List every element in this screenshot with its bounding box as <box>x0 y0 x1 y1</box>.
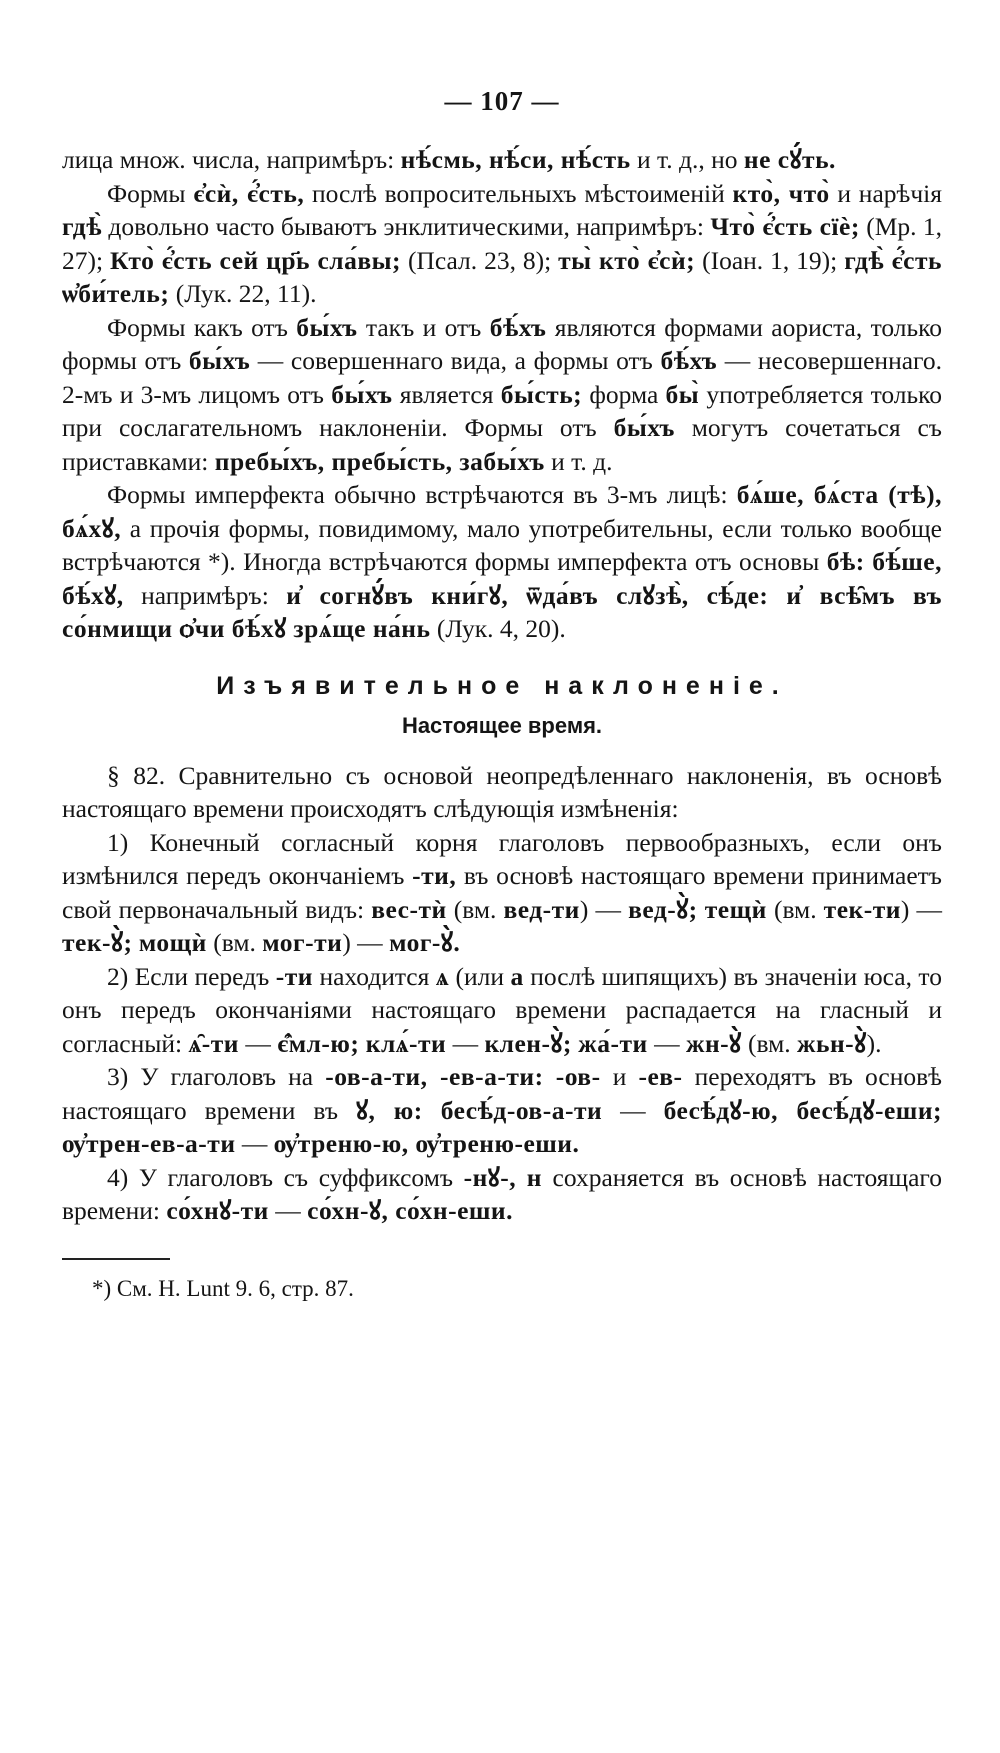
church-slavonic-example: -ти <box>275 961 313 991</box>
church-slavonic-example: вед-ꙋ̀; <box>628 894 698 924</box>
church-slavonic-example: бы́хъ <box>296 312 358 342</box>
paragraph <box>62 177 942 311</box>
paragraph <box>62 1161 942 1228</box>
paragraph-text: являются формами аориста, только формы отъ <box>62 312 942 375</box>
paragraph-text: довольно часто бываютъ энклитическими, напримѣръ: <box>102 212 711 241</box>
church-slavonic-example: тек-ꙋ̀; <box>62 928 133 957</box>
paragraph-text: переходятъ въ основѣ настоящаго времени въ <box>62 1062 942 1125</box>
paragraph-text: Формы <box>107 178 194 208</box>
paragraph-text: послѣ шипящихъ) въ значеніи юса, то онъ передъ окончаніями настоящаго времени распадается на гласный и согласный: <box>62 961 942 1058</box>
paragraph-text: 3) У глаголовъ на <box>107 1062 326 1091</box>
paragraph-text: (вм. <box>446 894 504 924</box>
paragraph-text: форма <box>582 379 666 409</box>
paragraph-text: — несовершеннаго. 2-мъ и 3-мъ лицомъ отъ <box>62 346 942 409</box>
church-slavonic-example: со́хнꙋ-ти <box>166 1196 269 1225</box>
paragraph-text: 2) Если передъ <box>107 961 276 991</box>
paragraph-text: — <box>238 1028 278 1058</box>
paragraph-text: находится <box>313 961 436 991</box>
paragraph <box>62 826 942 960</box>
church-slavonic-example: н <box>526 1162 542 1192</box>
paragraph-text: (вм. <box>206 928 263 957</box>
paragraph-text: ) — <box>900 894 943 924</box>
paragraph-text: лица множ. числа, напримѣръ: <box>62 145 401 174</box>
church-slavonic-example: гдѣ̀ є҆́сть ѡ҆би́тель; <box>62 245 943 308</box>
church-slavonic-example: кто̀, что̀ <box>732 178 830 208</box>
church-slavonic-example: бы́сть; <box>500 379 583 409</box>
church-slavonic-example: бесѣ́дꙋ-ю, бесѣ́дꙋ-еши; <box>663 1095 943 1125</box>
paragraph-text: (вм. <box>741 1028 797 1058</box>
church-slavonic-example: вес-тѝ <box>371 894 447 924</box>
church-slavonic-example: -ти, <box>412 861 457 890</box>
church-slavonic-example: бѣ́ше, бѣ́хꙋ, <box>62 547 942 610</box>
paragraph-text: (Лук. 4, 20). <box>430 614 566 643</box>
church-slavonic-example: бесѣ́д-ов-а-ти <box>440 1095 603 1125</box>
paragraph-text: сохраняется въ основѣ настоящаго времени: <box>62 1162 943 1225</box>
church-slavonic-example: Кто̀ є҆́сть сей цр҃ь сла́вы; <box>110 245 401 275</box>
church-slavonic-example: жа́-ти <box>578 1028 648 1058</box>
paragraph-text: и т. д., но <box>630 145 744 174</box>
paragraph-text: ). <box>866 1028 882 1058</box>
church-slavonic-example: є҆сѝ, є҆́сть, <box>193 178 305 208</box>
church-slavonic-example: Что̀ є҆́сть сїѐ; <box>710 212 860 241</box>
church-slavonic-example: мощѝ <box>138 928 207 957</box>
paragraph-text: (или <box>449 961 511 991</box>
church-slavonic-example: и҆ согнꙋ́въ кни́гꙋ, ѿда́въ слꙋзѣ̀, сѣ́де: и҆ всѣ̑мъ въ со́нмищи ѻ҆чи бѣ́хꙋ зрѧ́ще на́нь <box>62 580 942 643</box>
church-slavonic-example: є҆̑мл-ю; <box>277 1028 360 1058</box>
paragraph-text: — <box>602 1095 664 1125</box>
paragraph-text: послѣ вопросительныхъ мѣстоименій <box>304 178 733 208</box>
church-slavonic-example: не сꙋ́ть. <box>743 145 836 174</box>
paragraph-text: Формы имперфекта обычно встрѣчаются въ 3-мъ лицѣ: <box>107 480 737 509</box>
paragraph <box>62 759 942 826</box>
church-slavonic-example: ѧ̑-ти <box>188 1028 239 1058</box>
church-slavonic-example: бѣ: <box>826 547 865 576</box>
church-slavonic-example: бѣ́хъ <box>489 312 547 342</box>
paragraph-text: напримѣръ: <box>123 580 287 610</box>
church-slavonic-example: тек-ти <box>823 894 901 924</box>
text-block-verbs-be <box>62 143 942 646</box>
church-slavonic-example: ѹ҆трен-ев-а-ти <box>62 1129 236 1158</box>
paragraph-text: § 82. Сравнительно съ основой неопредѣленнаго наклоненія, въ основѣ настоящаго времени происходятъ слѣдующія измѣненія: <box>62 760 942 823</box>
paragraph-text <box>516 1163 527 1192</box>
paragraph-text: а прочія формы, повидимому, мало употребительны, если только вообще встрѣчаются *). Иногда встрѣчаются формы имперфекта отъ основы <box>62 513 942 576</box>
church-slavonic-example: -ов- <box>555 1062 601 1091</box>
church-slavonic-example: ѧ <box>435 961 450 991</box>
paragraph-text: и <box>600 1062 639 1091</box>
paragraph-text: и нарѣчія <box>829 178 942 208</box>
church-slavonic-example: ты̀ кто̀ є҆сѝ; <box>558 245 696 275</box>
paragraph-text: Формы какъ отъ <box>107 312 297 342</box>
paragraph-text: 1) Конечный согласный корня глаголовъ первообразныхъ, если онъ измѣнился передъ окончаніемъ <box>62 827 942 890</box>
paragraph-text: ) — <box>579 894 629 924</box>
paragraph <box>62 960 942 1061</box>
church-slavonic-example: пребы́хъ, пребы́сть, забы́хъ <box>214 446 545 476</box>
church-slavonic-example: со́хн-ꙋ, со́хн-еши. <box>307 1196 513 1225</box>
church-slavonic-example: бѧ́ше, бѧ́ста (тѣ), бѧ́хꙋ, <box>62 480 942 543</box>
book-page <box>62 86 942 1304</box>
church-slavonic-example: бѣ́хъ <box>660 346 718 375</box>
church-slavonic-example: бы́хъ <box>188 346 251 375</box>
paragraph-text: — <box>235 1129 274 1158</box>
church-slavonic-example: а <box>510 961 524 991</box>
paragraph-text: 4) У глаголовъ съ суффиксомъ <box>107 1162 464 1192</box>
church-slavonic-example: жьн-ꙋ̀ <box>797 1028 867 1058</box>
paragraph-text: является <box>392 379 501 409</box>
paragraph-text: въ основѣ настоящаго времени принимаетъ свой первоначальный видъ: <box>62 861 942 924</box>
paragraph-text: (вм. <box>766 894 824 924</box>
paragraph-text: — <box>647 1028 686 1058</box>
church-slavonic-example: бы́хъ <box>613 413 675 442</box>
church-slavonic-example: жн-ꙋ̀ <box>686 1028 742 1058</box>
church-slavonic-example: вед-ти <box>503 894 580 924</box>
church-slavonic-example: мог-ꙋ̀. <box>389 928 461 957</box>
paragraph-text <box>423 1096 441 1125</box>
footnote: *) См. H. Lunt 9. 6, стр. 87. <box>92 1275 354 1301</box>
church-slavonic-example: тещѝ <box>704 894 767 924</box>
paragraph-text: — <box>446 1028 485 1058</box>
paragraph-text: — совершеннаго вида, а формы отъ <box>250 346 661 375</box>
church-slavonic-example: бы́хъ <box>331 379 393 409</box>
footnote-divider <box>62 1258 170 1260</box>
paragraph-text: употребляется только при сослагательномъ наклоненіи. Формы отъ <box>62 379 943 442</box>
paragraph-text <box>698 895 705 924</box>
paragraph-text: (Лук. 22, 11). <box>169 279 317 308</box>
church-slavonic-example: бы̀ <box>665 379 700 409</box>
paragraph-text: (Іоан. 1, 19); <box>695 245 845 275</box>
paragraph-text: и т. д. <box>544 446 613 476</box>
section-subheading: Настоящее время. <box>401 712 603 738</box>
paragraph <box>62 1060 942 1161</box>
paragraph <box>62 311 942 479</box>
paragraph <box>62 478 942 646</box>
church-slavonic-example: клен-ꙋ̀; <box>484 1028 572 1058</box>
church-slavonic-example: мог-ти <box>262 928 343 957</box>
church-slavonic-example: ѹ҆треню-ю, ѹ҆треню-еши. <box>273 1129 580 1158</box>
church-slavonic-example: -ов-а-ти, -ев-а-ти: <box>325 1062 544 1091</box>
page-number: — 107 — <box>444 86 560 116</box>
church-slavonic-example: -ев- <box>638 1062 683 1091</box>
text-block-present-tense <box>62 759 942 1228</box>
church-slavonic-example: нѣ́смь, нѣ́си, нѣ́сть <box>400 145 631 174</box>
paragraph-text: такъ и отъ <box>357 312 490 342</box>
paragraph-text: ) — <box>342 928 390 957</box>
paragraph-text: (Мр. 1, 27); <box>62 212 942 275</box>
paragraph <box>62 143 942 177</box>
church-slavonic-example: клѧ́-ти <box>365 1028 447 1058</box>
church-slavonic-example: гдѣ̀ <box>62 212 103 241</box>
paragraph-text: могутъ сочетаться съ приставками: <box>62 413 942 476</box>
paragraph-text <box>544 1062 556 1091</box>
church-slavonic-example: ꙋ, ю: <box>355 1095 423 1125</box>
church-slavonic-example: -нꙋ-, <box>463 1162 517 1192</box>
section-heading: Изъявительное наклоненіе. <box>216 671 788 700</box>
paragraph-text: — <box>268 1196 308 1225</box>
paragraph-text: (Псал. 23, 8); <box>401 245 559 275</box>
